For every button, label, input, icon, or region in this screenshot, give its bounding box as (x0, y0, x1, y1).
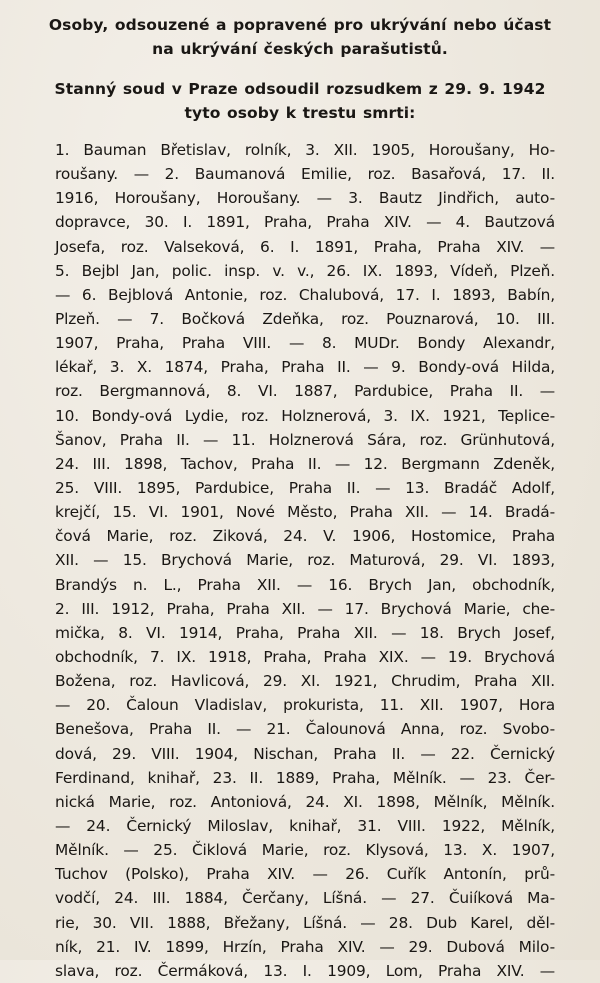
body-line: — 20. Čaloun Vladislav, prokurista, 11. XII. 1907, Hora (55, 696, 555, 715)
body-line: — 6. Bejblová Antonie, roz. Chalubová, 17. I. 1893, Babín, (55, 285, 555, 304)
body-line: Šanov, Praha II. — 11. Holznerová Sára, roz. Grünhutová, (55, 430, 555, 449)
subtitle-line: Stanný soud v Praze odsoudil rozsudkem z 29. 9. 1942 (54, 80, 546, 98)
body-line: slava, roz. Čermáková, 13. I. 1909, Lom, Praha XIV. — (55, 961, 555, 980)
body-line: Tuchov (Polsko), Praha XIV. — 26. Cuřík Antonín, prů- (55, 865, 555, 884)
body-line: 2. III. 1912, Praha, Praha XII. — 17. Brychová Marie, che- (55, 599, 555, 618)
body-line: roušany. — 2. Baumanová Emilie, roz. Basařová, 17. II. (55, 165, 555, 184)
body-line: — 24. Černický Miloslav, knihař, 31. VIII. 1922, Mělník, (55, 816, 555, 835)
body-line: Plzeň. — 7. Bočková Zdeňka, roz. Pouznarová, 10. III. (55, 309, 555, 328)
body-line: dopravce, 30. I. 1891, Praha, Praha XIV. — 4. Bautzová (55, 213, 555, 232)
body-line: ník, 21. IV. 1899, Hrzín, Praha XIV. — 29. Dubová Milo- (55, 937, 555, 956)
body-line: krejčí, 15. VI. 1901, Nové Město, Praha XII. — 14. Bradá- (55, 503, 555, 522)
body-line: 10. Bondy-ová Lydie, roz. Holznerová, 3. IX. 1921, Teplice- (55, 406, 555, 425)
body-line: vodčí, 24. III. 1884, Čerčany, Líšná. — 27. Čuiíková Ma- (55, 889, 555, 908)
body-line: Josefa, roz. Valseková, 6. I. 1891, Praha, Praha XIV. — (55, 237, 555, 256)
body-line: lékař, 3. X. 1874, Praha, Praha II. — 9. Bondy-ová Hilda, (55, 358, 555, 377)
body-line: Ferdinand, knihař, 23. II. 1889, Praha, Mělník. — 23. Čer- (55, 768, 555, 787)
body-line: 5. Bejbl Jan, polic. insp. v. v., 26. IX. 1893, Vídeň, Plzeň. (55, 261, 555, 280)
body-line: 25. VIII. 1895, Pardubice, Praha II. — 13. Bradáč Adolf, (55, 478, 555, 497)
title-line: na ukrývání českých parašutistů. (152, 40, 448, 58)
body-line: Božena, roz. Havlicová, 29. XI. 1921, Chrudim, Praha XII. (55, 672, 555, 691)
body-line: Brandýs n. L., Praha XII. — 16. Brych Jan, obchodník, (55, 575, 555, 594)
body-line: 1916, Horoušany, Horoušany. — 3. Bautz Jindřich, auto- (55, 189, 555, 208)
document-subtitle (0, 77, 600, 125)
body-line: roz. Bergmannová, 8. VI. 1887, Pardubice, Praha II. — (55, 382, 555, 401)
body-paragraph (55, 138, 555, 983)
body-line: mička, 8. VI. 1914, Praha, Praha XII. — 18. Brych Josef, (55, 623, 555, 642)
body-line: Mělník. — 25. Čiklová Marie, roz. Klysová, 13. X. 1907, (55, 841, 555, 860)
body-line: 24. III. 1898, Tachov, Praha II. — 12. Bergmann Zdeněk, (55, 454, 555, 473)
title-line: Osoby, odsouzené a popravené pro ukrývání nebo účast (48, 16, 552, 34)
body-line: obchodník, 7. IX. 1918, Praha, Praha XIX. — 19. Brychová (55, 647, 555, 666)
document-title (0, 13, 600, 61)
body-line: dová, 29. VIII. 1904, Nischan, Praha II. — 22. Černický (55, 744, 555, 763)
body-line: nická Marie, roz. Antoniová, 24. XI. 1898, Mělník, Mělník. (55, 792, 555, 811)
body-line: XII. — 15. Brychová Marie, roz. Maturová, 29. VI. 1893, (55, 551, 555, 570)
body-line: čová Marie, roz. Ziková, 24. V. 1906, Hostomice, Praha (55, 527, 555, 546)
body-line: rie, 30. VII. 1888, Břežany, Líšná. — 28. Dub Karel, děl- (55, 913, 555, 932)
subtitle-line: tyto osoby k trestu smrti: (184, 104, 416, 122)
body-line: Benešova, Praha II. — 21. Čalounová Anna, roz. Svobo- (55, 720, 555, 739)
body-line: 1907, Praha, Praha VIII. — 8. MUDr. Bondy Alexandr, (55, 334, 555, 353)
body-line: 1. Bauman Břetislav, rolník, 3. XII. 1905, Horoušany, Ho- (55, 141, 555, 159)
